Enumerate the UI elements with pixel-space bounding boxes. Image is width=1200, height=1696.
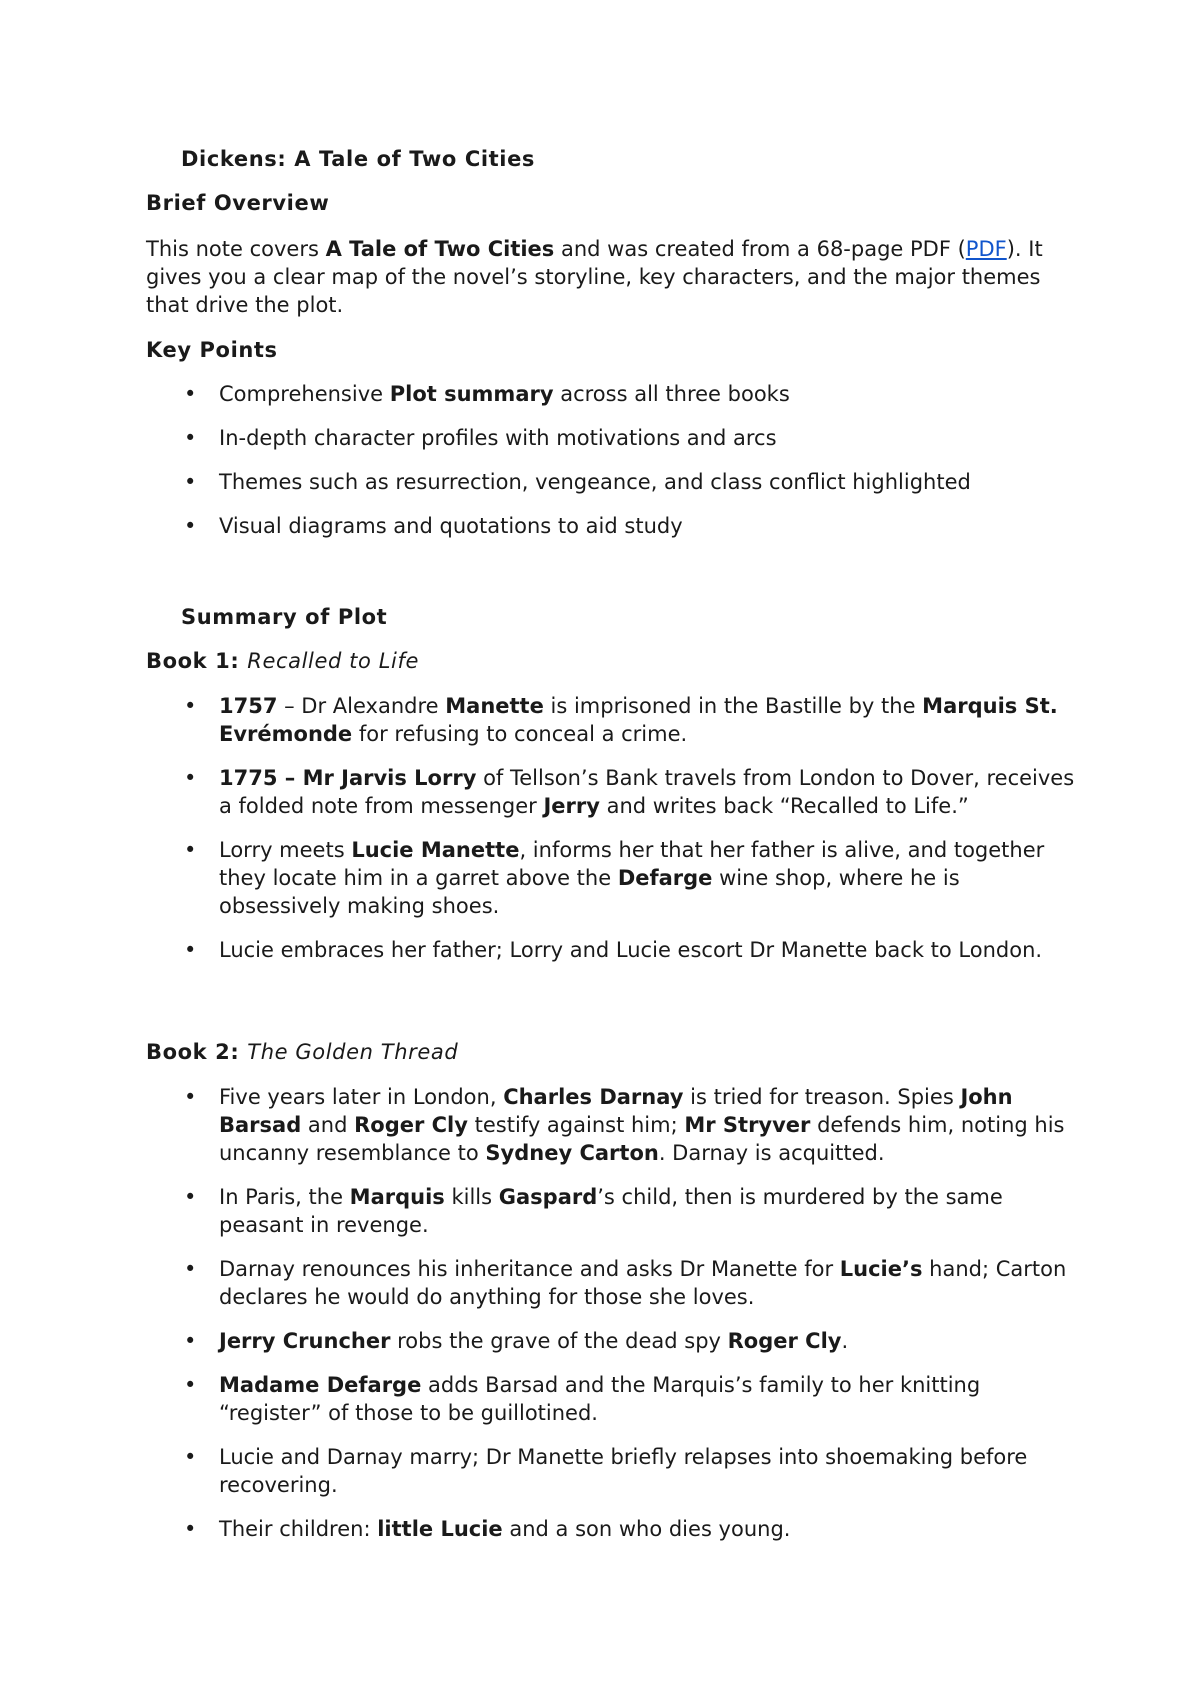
book2-item-bold-text: Jerry Cruncher xyxy=(219,1329,391,1353)
book2-item xyxy=(146,1327,1076,1355)
book2-item-text: . xyxy=(841,1329,849,1353)
summary-heading: Summary of Plot xyxy=(181,605,388,629)
book2-item-text: Five years later in London, xyxy=(219,1085,504,1109)
pdf-link[interactable]: PDF xyxy=(965,237,1007,261)
overview-book-title: A Tale of Two Cities xyxy=(325,237,555,261)
book2-label: Book 2: xyxy=(146,1040,248,1064)
document-title: Dickens: A Tale of Two Cities xyxy=(181,147,536,171)
key-point-item-bold-text: Plot summary xyxy=(389,382,554,406)
book2-list xyxy=(146,1083,1076,1543)
book1-item-bold-text: Defarge xyxy=(617,866,713,890)
overview-paragraph xyxy=(146,235,1066,319)
key-point-item xyxy=(146,468,1076,496)
key-point-item-text: Visual diagrams and quotations to aid study xyxy=(219,514,683,538)
book2-item xyxy=(146,1083,1076,1167)
book1-item-text: is imprisoned in the Bastille by the xyxy=(543,694,923,718)
key-point-item-text: In-depth character profiles with motivations and arcs xyxy=(219,426,777,450)
book1-item xyxy=(146,692,1076,748)
book1-item xyxy=(146,936,1076,964)
key-point-item xyxy=(146,424,1076,452)
book2-item-text: Darnay renounces his inheritance and asks Dr Manette for xyxy=(219,1257,840,1281)
book1-item-bold-text: Marquis St. Evrémonde xyxy=(219,694,1058,746)
book1-item-text: – Dr Alexandre xyxy=(277,694,446,718)
book2-item-bold-text: Sydney Carton xyxy=(485,1141,659,1165)
book1-item-bold-text: Manette xyxy=(445,694,544,718)
book1-item-text: for refusing to conceal a crime. xyxy=(352,722,688,746)
book2-item-text: testify against him; xyxy=(467,1113,685,1137)
book2-item-text: ’s child, then is murdered by the same peasant in revenge. xyxy=(219,1185,1003,1237)
book2-item-text: In Paris, the xyxy=(219,1185,350,1209)
book2-item xyxy=(146,1255,1076,1311)
book1-item-text: and writes back “Recalled to Life.” xyxy=(599,794,969,818)
book2-item-bold-text: Charles Darnay xyxy=(503,1085,684,1109)
book2-item-bold-text: Roger Cly xyxy=(727,1329,842,1353)
book2-item-text: and a son who dies young. xyxy=(502,1517,791,1541)
book1-heading xyxy=(146,647,419,675)
key-point-item xyxy=(146,512,1076,540)
book1-item xyxy=(146,836,1076,920)
book2-item-text: is tried for treason. Spies xyxy=(683,1085,961,1109)
book2-item xyxy=(146,1515,1076,1543)
book2-item-bold-text: Gaspard xyxy=(498,1185,598,1209)
book1-item-text: of Tellson’s Bank travels from London to Dover, receives a folded note from messenger xyxy=(219,766,1075,818)
book2-item xyxy=(146,1183,1076,1239)
key-points-heading: Key Points xyxy=(146,338,278,362)
book1-item-bold-text: 1775 – Mr Jarvis Lorry xyxy=(219,766,477,790)
book1-item-text: Lucie embraces her father; Lorry and Lucie escort Dr Manette back to London. xyxy=(219,938,1043,962)
book2-item xyxy=(146,1371,1076,1427)
book2-item-text: Their children: xyxy=(219,1517,378,1541)
book2-item-text: . Darnay is acquitted. xyxy=(658,1141,885,1165)
key-point-item xyxy=(146,380,1076,408)
book2-item-bold-text: little Lucie xyxy=(377,1517,503,1541)
book1-item-bold-text: Jerry xyxy=(543,794,600,818)
book2-item xyxy=(146,1443,1076,1499)
book2-item-text: Lucie and Darnay marry; Dr Manette briefly relapses into shoemaking before recovering. xyxy=(219,1445,1028,1497)
book2-item-text: defends him, noting his uncanny resemblance to xyxy=(219,1113,1065,1165)
book1-list xyxy=(146,692,1076,964)
book2-item-bold-text: John Barsad xyxy=(219,1085,1013,1137)
book2-item-text: kills xyxy=(444,1185,499,1209)
book1-item-text: Lorry meets xyxy=(219,838,352,862)
book2-item-text: and xyxy=(301,1113,355,1137)
book1-item xyxy=(146,764,1076,820)
book1-item-text: , informs her that her father is alive, and together they locate him in a garret above the xyxy=(219,838,1045,890)
key-point-item-text: Themes such as resurrection, vengeance, and class conflict highlighted xyxy=(219,470,971,494)
overview-text-post: ). It gives you a clear map of the novel’s storyline, key characters, and the major themes that drive the plot. xyxy=(146,237,1043,317)
book2-item-bold-text: Marquis xyxy=(349,1185,445,1209)
book1-item-text: wine shop, where he is obsessively making shoes. xyxy=(219,866,960,918)
book2-subtitle: The Golden Thread xyxy=(247,1040,459,1064)
overview-text-pre: This note covers xyxy=(146,237,326,261)
book1-label: Book 1: xyxy=(146,649,248,673)
book2-item-text: adds Barsad and the Marquis’s family to her knitting “register” of those to be guillotined. xyxy=(219,1373,981,1425)
book1-item-bold-text: Lucie Manette xyxy=(351,838,520,862)
overview-text-mid: and was created from a 68-page PDF ( xyxy=(554,237,966,261)
book2-item-bold-text: Madame Defarge xyxy=(219,1373,422,1397)
book1-item-bold-text: 1757 xyxy=(219,694,278,718)
book2-heading xyxy=(146,1038,458,1066)
book2-item-bold-text: Roger Cly xyxy=(354,1113,468,1137)
book1-subtitle: Recalled to Life xyxy=(247,649,419,673)
key-point-item-text: Comprehensive xyxy=(219,382,390,406)
overview-heading: Brief Overview xyxy=(146,191,330,215)
key-points-list xyxy=(146,380,1076,540)
book2-item-bold-text: Mr Stryver xyxy=(684,1113,811,1137)
book2-item-text: hand; Carton declares he would do anything for those she loves. xyxy=(219,1257,1067,1309)
book2-item-text: robs the grave of the dead spy xyxy=(390,1329,728,1353)
key-point-item-text: across all three books xyxy=(553,382,790,406)
book2-item-bold-text: Lucie’s xyxy=(839,1257,923,1281)
